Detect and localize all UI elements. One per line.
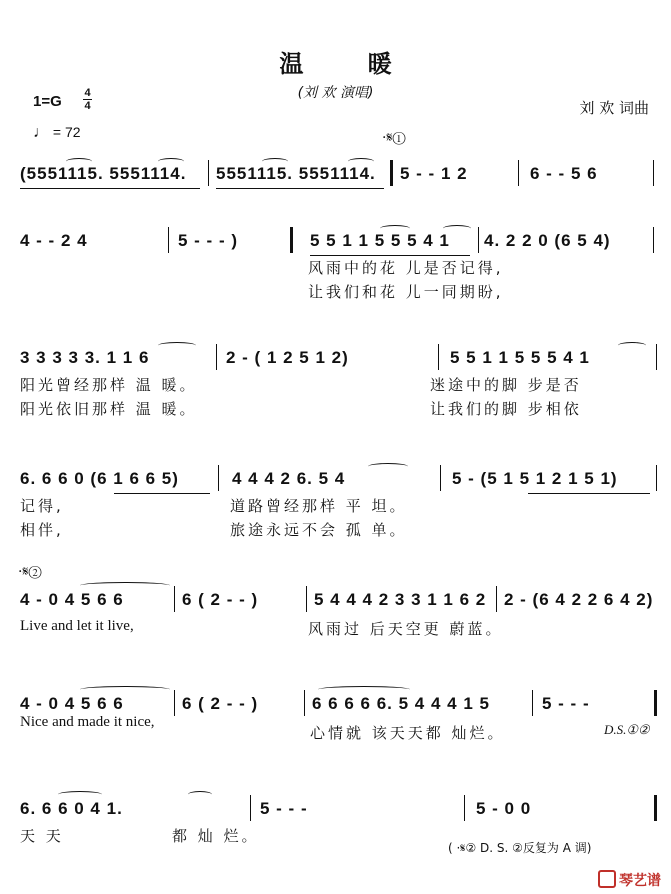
lyrics-verse-2: 相伴, [20, 521, 64, 539]
barline [656, 344, 657, 370]
measure-1: 3 3 3 3 3. 1 1 6 [20, 348, 150, 367]
beam-line [310, 255, 470, 256]
site-watermark [598, 870, 661, 890]
measure-3: 5 - (5 1 5 1 2 1 5 1) [452, 469, 618, 488]
slur [618, 342, 646, 349]
measure-3: 5 - - 1 2 [400, 164, 468, 183]
lyrics-verse-2: 让我们和花 儿一同期盼, [308, 283, 504, 301]
measure-1: 4 - 0 4 5 6 6 [20, 694, 124, 713]
lyrics-chinese: 风雨过 后天空更 蔚蓝。 [308, 620, 504, 638]
segno-2-mark: ·𝄋② [18, 564, 42, 580]
notes-row-7 [18, 795, 660, 823]
measure-2: 5551115. 5551114. [216, 164, 376, 183]
barline [478, 227, 479, 253]
lyrics-chinese: 都 灿 烂。 [172, 827, 260, 845]
notes-row-4 [18, 465, 660, 493]
slur [158, 158, 184, 165]
barline [250, 795, 251, 821]
barline [653, 160, 654, 186]
slur [380, 225, 410, 232]
lyrics-verse-1: 迷途中的脚 步是否 [430, 376, 582, 394]
notes-row-1 [18, 160, 660, 188]
score-row-6 [18, 690, 660, 750]
barline [653, 227, 654, 253]
slur [66, 158, 92, 165]
barline [496, 586, 497, 612]
lyrics-verse-2: 旅途永远不会 孤 单。 [230, 521, 408, 539]
measure-3: 5 4 4 4 2 3 3 1 1 6 2 [314, 590, 487, 609]
composer-credit: 刘 欢 词曲 [579, 99, 649, 117]
measure-2: 5 - - - ) [178, 231, 238, 250]
barline [518, 160, 519, 186]
time-signature-top: 4 [84, 87, 91, 99]
measure-1: 4 - - 2 4 [20, 231, 88, 250]
lyrics-verse-1: 道路曾经那样 平 坦。 [230, 497, 408, 515]
barline [216, 344, 217, 370]
score-row-5 [18, 564, 660, 646]
score-row-7 [18, 795, 660, 855]
slur [443, 225, 471, 232]
measure-2: 6 ( 2 - - ) [182, 590, 259, 609]
slur [80, 582, 170, 589]
measure-2: 2 - ( 1 2 5 1 2) [226, 348, 349, 367]
final-barline [654, 795, 657, 821]
repeat-start-barline [290, 227, 293, 253]
measure-1: 6. 6 6 0 4 1. [20, 799, 123, 818]
lyrics-chinese: 天 天 [20, 827, 64, 845]
slur [188, 791, 212, 798]
measure-3: 6 6 6 6 6. 5 4 4 4 1 5 [312, 694, 490, 713]
measure-3: 5 5 1 1 5 5 5 4 1 [310, 231, 450, 250]
slur [318, 686, 410, 693]
tempo-marking [33, 124, 81, 142]
lyrics-verse-1: 风雨中的花 儿是否记得, [308, 259, 504, 277]
lyrics-verse-2: 阳光依旧那样 温 暖。 [20, 400, 198, 418]
barline [390, 160, 393, 186]
repeat-footnote: ( ·𝄋② D. S. ②反复为 A 调) [448, 841, 592, 855]
measure-3: 5 - 0 0 [476, 799, 532, 818]
measure-2: 6 ( 2 - - ) [182, 694, 259, 713]
barline [438, 344, 439, 370]
beam-line [528, 493, 650, 494]
key-signature: 1=G [33, 93, 62, 110]
beam-line [216, 188, 384, 189]
lyrics-chinese: 心情就 该天天都 灿烂。 [310, 724, 506, 742]
notes-row-2 [18, 227, 660, 255]
measure-4: 2 - (6 4 2 2 6 4 2) [504, 590, 654, 609]
measure-1: 6. 6 6 0 (6 1 6 6 5) [20, 469, 179, 488]
barline [174, 586, 175, 612]
barline [464, 795, 465, 821]
barline [304, 690, 305, 716]
barline [306, 586, 307, 612]
notes-row-3 [18, 344, 660, 372]
tempo-value: = 72 [52, 124, 81, 140]
dal-segno-mark: D.S.①② [604, 722, 650, 737]
slur [368, 463, 408, 470]
performer-credit: (刘 欢 演唱) [297, 85, 374, 101]
barline [440, 465, 441, 491]
measure-2: 5 - - - [260, 799, 308, 818]
slur [158, 342, 196, 349]
barline [656, 465, 657, 491]
song-title: 温 暖 [279, 50, 420, 78]
lyrics-verse-1: 阳光曾经那样 温 暖。 [20, 376, 198, 394]
measure-4: 4. 2 2 0 (6 5 4) [484, 231, 611, 250]
barline [218, 465, 219, 491]
beam-line [114, 493, 210, 494]
measure-1: (5551115. 5551114. [20, 164, 187, 183]
measure-2: 4 4 4 2 6. 5 4 [232, 469, 346, 488]
watermark-logo-icon [598, 870, 616, 888]
measure-3: 5 5 1 1 5 5 5 4 1 [450, 348, 590, 367]
quarter-note-icon: ♩ [33, 124, 49, 141]
lyrics-verse-2: 让我们的脚 步相依 [430, 400, 582, 418]
notes-row-5 [18, 586, 660, 614]
beam-line [20, 188, 200, 189]
barline [174, 690, 175, 716]
slur [262, 158, 288, 165]
watermark-text: 琴艺谱 [619, 873, 661, 889]
measure-4: 5 - - - [542, 694, 590, 713]
time-signature-bottom: 4 [84, 100, 91, 112]
slur [348, 158, 374, 165]
lyrics-english: Nice and made it nice, [20, 714, 155, 730]
measure-4: 6 - - 5 6 [530, 164, 598, 183]
segno-1-mark: ·𝄋① [382, 130, 406, 146]
slur [80, 686, 170, 693]
score-row-2 [18, 227, 660, 307]
score-row-3 [18, 344, 660, 424]
final-barline [654, 690, 657, 716]
barline [168, 227, 169, 253]
measure-1: 4 - 0 4 5 6 6 [20, 590, 124, 609]
time-signature [83, 87, 92, 112]
lyrics-verse-1: 记得, [20, 497, 64, 515]
barline [208, 160, 209, 186]
score-row-4 [18, 465, 660, 545]
lyrics-english: Live and let it live, [20, 618, 134, 634]
barline [532, 690, 533, 716]
slur [58, 791, 102, 798]
